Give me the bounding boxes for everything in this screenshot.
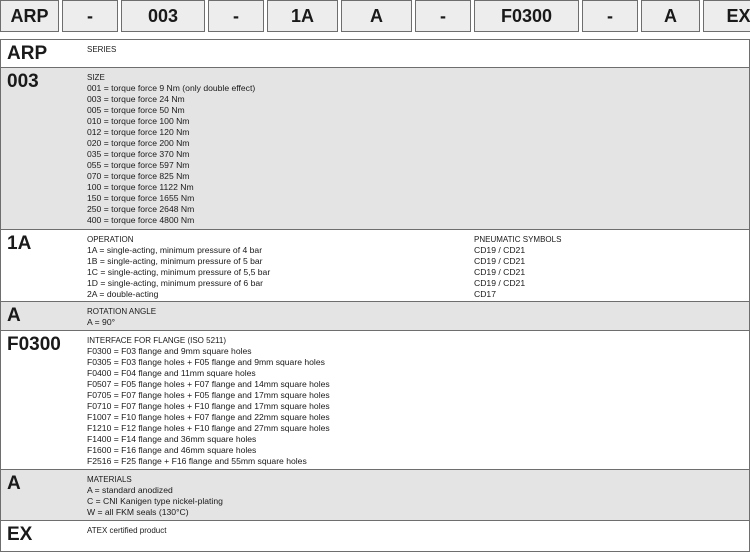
code-segment: 003 (121, 0, 205, 32)
code-segment: - (208, 0, 264, 32)
option-line: 003 = torque force 24 Nm (87, 94, 185, 104)
code-row (0, 302, 750, 331)
option-line: CD19 / CD21 (474, 278, 526, 288)
row-title: MATERIALS (87, 475, 132, 484)
ordering-code-table (0, 39, 750, 552)
option-line: F0300 = F03 flange and 9mm square holes (87, 346, 252, 356)
row-description (82, 470, 749, 520)
option-line: 1C = single-acting, minimum pressure of 5,5 bar (87, 267, 271, 277)
code-segment: ARP (0, 0, 59, 32)
row-code: F0300 (7, 334, 61, 355)
option-line: CD19 / CD21 (474, 256, 526, 266)
option-line: F0400 = F04 flange and 11mm square holes (87, 368, 256, 378)
row-code: 1A (7, 233, 32, 254)
option-line: F1210 = F12 flange holes + F10 flange and 27mm square holes (87, 423, 330, 433)
row-description (82, 521, 749, 551)
option-line: 012 = torque force 120 Nm (87, 127, 190, 137)
option-line: 001 = torque force 9 Nm (only double effect) (87, 83, 256, 93)
row-description (82, 302, 749, 330)
option-line: W = all FKM seals (130°C) (87, 507, 189, 517)
option-line: F0507 = F05 flange holes + F07 flange and 14mm square holes (87, 379, 330, 389)
option-line: F1600 = F16 flange and 46mm square holes (87, 445, 257, 455)
ordering-code-bar (0, 0, 750, 32)
code-segment: - (62, 0, 118, 32)
row-title: ATEX certified product (87, 526, 167, 535)
code-row (0, 331, 750, 470)
option-line: C = CNI Kanigen type nickel-plating (87, 496, 223, 506)
row-code: A (7, 473, 21, 494)
code-segment: - (415, 0, 471, 32)
option-line: 1D = single-acting, minimum pressure of 6 bar (87, 278, 264, 288)
option-line: 1A = single-acting, minimum pressure of 4 bar (87, 245, 263, 255)
option-line: 400 = torque force 4800 Nm (87, 215, 195, 225)
option-line: F0710 = F07 flange holes + F10 flange and 17mm square holes (87, 401, 330, 411)
code-row (0, 521, 750, 552)
code-row (0, 40, 750, 68)
option-line: 020 = torque force 200 Nm (87, 138, 190, 148)
row-code: 003 (7, 71, 39, 92)
row-description (82, 230, 749, 301)
row-code: ARP (7, 43, 48, 64)
option-line: CD19 / CD21 (474, 267, 526, 277)
row-title: PNEUMATIC SYMBOLS (474, 235, 562, 244)
code-segment: 1A (267, 0, 338, 32)
option-line: 055 = torque force 597 Nm (87, 160, 190, 170)
code-segment: A (641, 0, 700, 32)
code-row (0, 470, 750, 521)
code-segment: EX (703, 0, 750, 32)
row-description (82, 40, 749, 67)
option-line: F0305 = F03 flange holes + F05 flange and 9mm square holes (87, 357, 325, 367)
option-line: F1007 = F10 flange holes + F07 flange and 22mm square holes (87, 412, 330, 422)
row-title: OPERATION (87, 235, 134, 244)
option-line: 035 = torque force 370 Nm (87, 149, 190, 159)
option-line: 010 = torque force 100 Nm (87, 116, 190, 126)
row-title: ROTATION ANGLE (87, 307, 157, 316)
option-line: 100 = torque force 1122 Nm (87, 182, 194, 192)
code-row (0, 230, 750, 302)
code-segment: A (341, 0, 412, 32)
pneumatic-symbols-column (474, 234, 743, 300)
option-line: A = standard anodized (87, 485, 173, 495)
row-title: SIZE (87, 73, 105, 82)
row-code: A (7, 305, 21, 326)
row-title: INTERFACE FOR FLANGE (ISO 5211) (87, 336, 226, 345)
option-line: 250 = torque force 2648 Nm (87, 204, 195, 214)
option-line: 005 = torque force 50 Nm (87, 105, 185, 115)
option-line: F2516 = F25 flange + F16 flange and 55mm square holes (87, 456, 307, 466)
option-line: 150 = torque force 1655 Nm (87, 193, 195, 203)
option-line: CD17 (474, 289, 496, 299)
option-line: 1B = single-acting, minimum pressure of 5 bar (87, 256, 263, 266)
code-row (0, 68, 750, 230)
option-line: F0705 = F07 flange holes + F05 flange and 17mm square holes (87, 390, 330, 400)
code-segment: - (582, 0, 638, 32)
row-description (82, 331, 749, 469)
option-line: 070 = torque force 825 Nm (87, 171, 190, 181)
row-title: SERIES (87, 45, 117, 54)
row-code: EX (7, 524, 33, 545)
option-line: F1400 = F14 flange and 36mm square holes (87, 434, 257, 444)
option-line: A = 90° (87, 317, 116, 327)
option-line: 2A = double-acting (87, 289, 159, 299)
option-line: CD19 / CD21 (474, 245, 526, 255)
code-segment: F0300 (474, 0, 579, 32)
row-description (82, 68, 749, 229)
